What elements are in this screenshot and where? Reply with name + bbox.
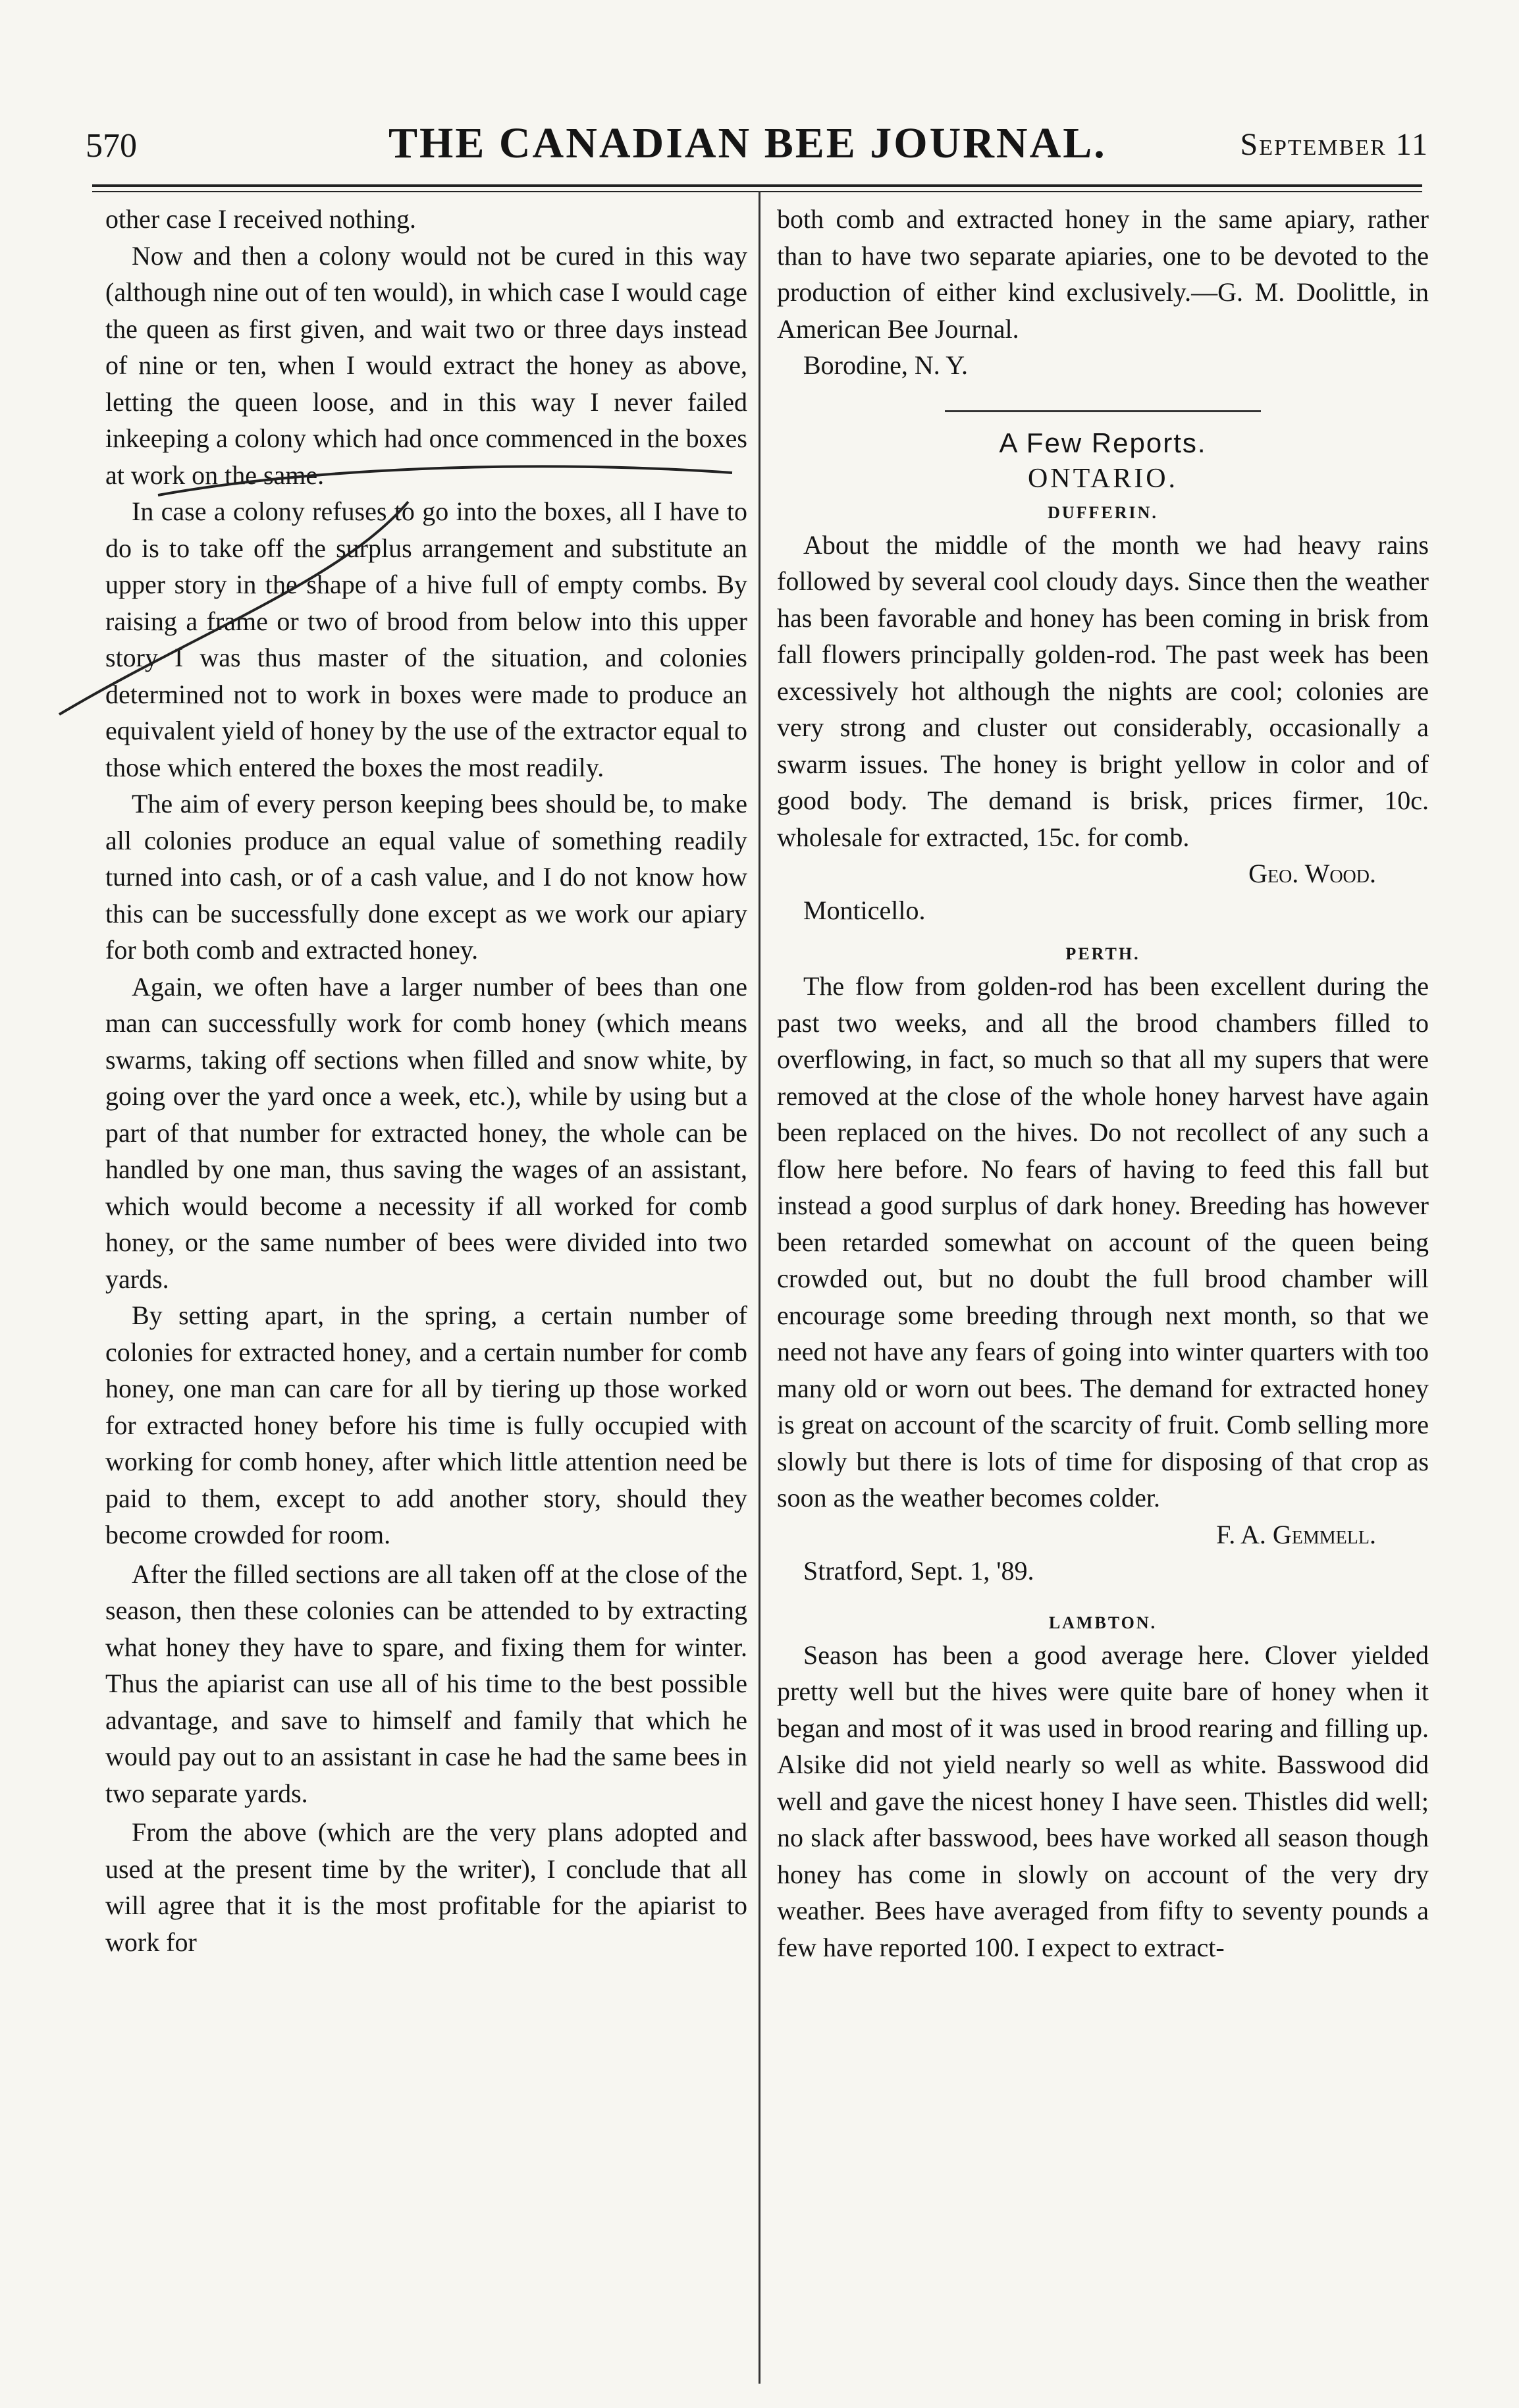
district-heading: PERTH. bbox=[1065, 944, 1140, 963]
journal-title: THE CANADIAN BEE JOURNAL. bbox=[388, 119, 1107, 167]
province-heading: ONTARIO. bbox=[1027, 463, 1179, 494]
paragraph: From the above (which are the very plans adopted and used at the present time by the writer), I conclude that all will agree that it is the most profitable for the apiarist to work for bbox=[105, 1817, 747, 1957]
paragraph: In case a colony refuses to go into the boxes, all I have to do is to take off the surplus arrangement and substitute an upper story in the shape of a hive full of empty combs. By raising a frame or two of brood from below into this upper story I was thus master of the situation, and colonies determined not to work in boxes were made to produce an equivalent yield of honey by the use of the extractor equal to those which entered the boxes the most readily. bbox=[105, 496, 747, 782]
report-place: Monticello. bbox=[803, 895, 926, 925]
report-text: The flow from golden-rod has been excellent during the past two weeks, and all the brood chambers filled to overflowing, in fact, so much so that all my supers that were removed at the close of the whole honey harvest have again been replaced on the hives. Do not recollect of any such a flow here before. No fears of having to feed this fall but instead a good surplus of dark honey. Breeding has however been retarded somewhat on account of the queen being crowded out, but no doubt the full brood chamber will encourage some breeding through next month, so that we need not have any fears of going into winter quarters with too many old or worn out bees. The demand for extracted honey is great on account of the scarcity of fruit. Comb selling more slowly but there is lots of time for disposing of that crop as soon as the weather becomes colder. bbox=[777, 971, 1429, 1512]
paragraph: The aim of every person keeping bees should be, to make all colonies produce an equal value of something readily turned into cash, or of a cash value, and I do not know how this can be successfully done except as we work our apiary for both comb and extracted honey. bbox=[105, 789, 747, 965]
paragraph: Now and then a colony would not be cured in this way (although nine out of ten would), in which case I would cage the queen as first given, and wait two or three days instead of nine or ten, when I would extract the honey as above, letting the queen loose, and in this way I never failed inkeeping a colony which had once commenced in the boxes at work on the same. bbox=[105, 240, 747, 490]
paragraph: After the filled sections are all taken off at the close of the season, then these colonies can be attended to by extracting what honey they have to spare, and fixing them for winter. Thus the apiarist can use all of his time to the best possible advantage, and save to himself and family that which he would pay out to an assistant in case he had the same bees in two separate yards. bbox=[105, 1559, 747, 1808]
paragraph: Again, we often have a larger number of bees than one man can successfully work for comb honey (which means swarms, taking off sections when filled and snow white, by going over the yard once a week, etc.), while by using but a part of that number for extracted honey, the whole can be handled by one man, thus saving the wages of an assistant, which would become a necessity if all worked for comb honey, or the same number of bees were divided into two yards. bbox=[105, 971, 747, 1294]
paragraph: other case I received nothing. bbox=[105, 204, 417, 234]
report-signature: F. A. Gemmell. bbox=[1216, 1519, 1376, 1549]
report-signature: Geo. Wood. bbox=[1248, 859, 1376, 888]
section-title: A Few Reports. bbox=[999, 427, 1207, 458]
district-heading: DUFFERIN. bbox=[1048, 502, 1158, 522]
report-text: Season has been a good average here. Clover yielded pretty well but the hives were quite bare of honey when it began and most of it was used in brood rearing and filling up. Alsike did not yield nearly so well as white. Basswood did well and gave the nicest honey I have seen. Thistles did well; no slack after basswood, bees have worked all season though honey has come in slowly on account of the very dry weather. Bees have averaged from fifty to seventy pounds a few have reported 100. I expect to extract- bbox=[777, 1640, 1429, 1962]
district-heading: LAMBTON. bbox=[1048, 1613, 1158, 1632]
paragraph: By setting apart, in the spring, a certain number of colonies for extracted honey, and a certain number for comb honey, one man can care for all by tiering up those worked for extracted honey before his time is fully occupied with working for comb honey, after which little attention need be paid to them, except to add another story, should they become crowded for room. bbox=[105, 1300, 747, 1549]
issue-date: September 11 bbox=[1240, 127, 1429, 162]
continuation-place: Borodine, N. Y. bbox=[803, 350, 968, 380]
report-text: About the middle of the month we had heavy rains followed by several cool cloudy days. Since then the weather has been favorable and honey has been coming in brisk from fall flowers principally golden-rod. The past week has been excessively hot although the nights are cool; colonies are very strong and cluster out considerably, occasionally a swarm issues. The honey is bright yellow in color and of good body. The demand is brisk, prices firmer, 10c. wholesale for extracted, 15c. for comb. bbox=[777, 529, 1429, 852]
page-number: 570 bbox=[86, 127, 137, 165]
continuation-paragraph: both comb and extracted honey in the same apiary, rather than to have two separate apiaries, one to be devoted to the production of either kind exclusively.—G. M. Doolittle, in American Bee Journal. bbox=[777, 204, 1429, 344]
report-place: Stratford, Sept. 1, '89. bbox=[803, 1556, 1034, 1586]
